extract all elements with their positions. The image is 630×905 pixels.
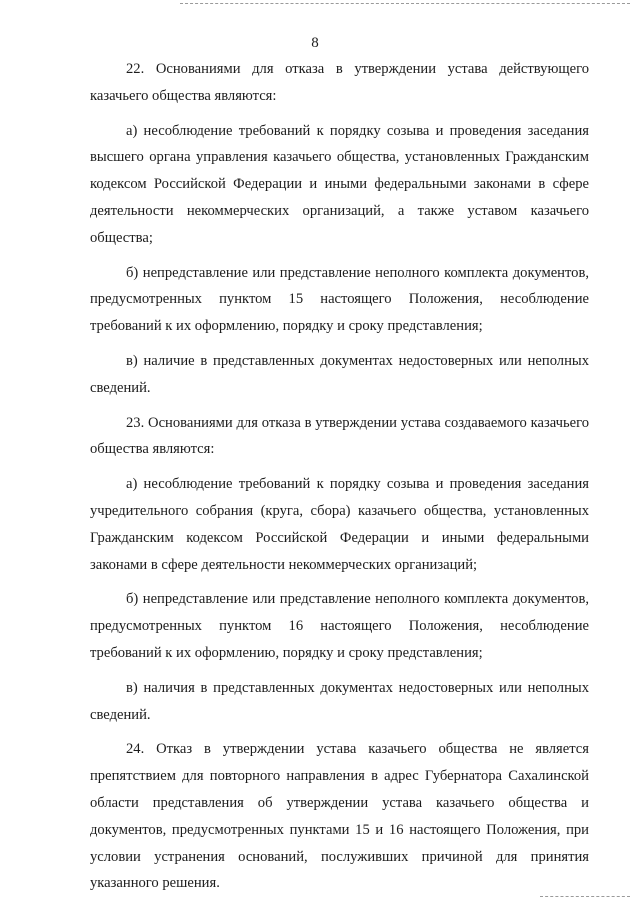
- clause-23-item-a: а) несоблюдение требований к порядку созыва и проведения заседания учредительного собрания (круга, сбора) казачьего общества, установленных Гражданским кодексом Российской Федерации и иными федеральными законами в сфере деятельности некоммерческих организаций;: [90, 476, 589, 573]
- clause-22-item-v: в) наличие в представленных документах недостоверных или неполных сведений.: [90, 352, 589, 396]
- clause-23-item-b: б) непредставление или представление неполного комплекта документов, предусмотренных пунктом 16 настоящего Положения, несоблюдение требований к их оформлению, порядку и сроку представления;: [90, 591, 589, 661]
- clause-24: 24. Отказ в утверждении устава казачьего общества не является препятствием для повторного направления в адрес Губернатора Сахалинской области представления об утверждении устава казачьего общества и документов, предусмотренных пунктами 15 и 16 настоящего Положения, при условии устранения оснований, послуживших причиной для принятия указанного решения.: [90, 741, 589, 892]
- page-number: 8: [311, 35, 319, 51]
- clause-23-item-v: в) наличия в представленных документах недостоверных или неполных сведений.: [90, 679, 589, 723]
- clause-22-item-a: а) несоблюдение требований к порядку созыва и проведения заседания высшего органа управления казачьего общества, установленных Гражданским кодексом Российской Федерации и иными федеральными законами в сфере деятельности некоммерческих организаций, а также уставом казачьего общества;: [90, 122, 589, 246]
- clause-23-heading: 23. Основаниями для отказа в утверждении устава создаваемого казачьего общества являются:: [90, 414, 589, 458]
- document-body: [90, 56, 589, 897]
- clause-22-heading: 22. Основаниями для отказа в утверждении устава действующего казачьего общества являются:: [90, 61, 589, 104]
- clause-22-item-b: б) непредставление или представление неполного комплекта документов, предусмотренных пунктом 15 настоящего Положения, несоблюдение требований к их оформлению, порядку и сроку представления;: [90, 264, 589, 335]
- top-edge-line: [180, 3, 630, 4]
